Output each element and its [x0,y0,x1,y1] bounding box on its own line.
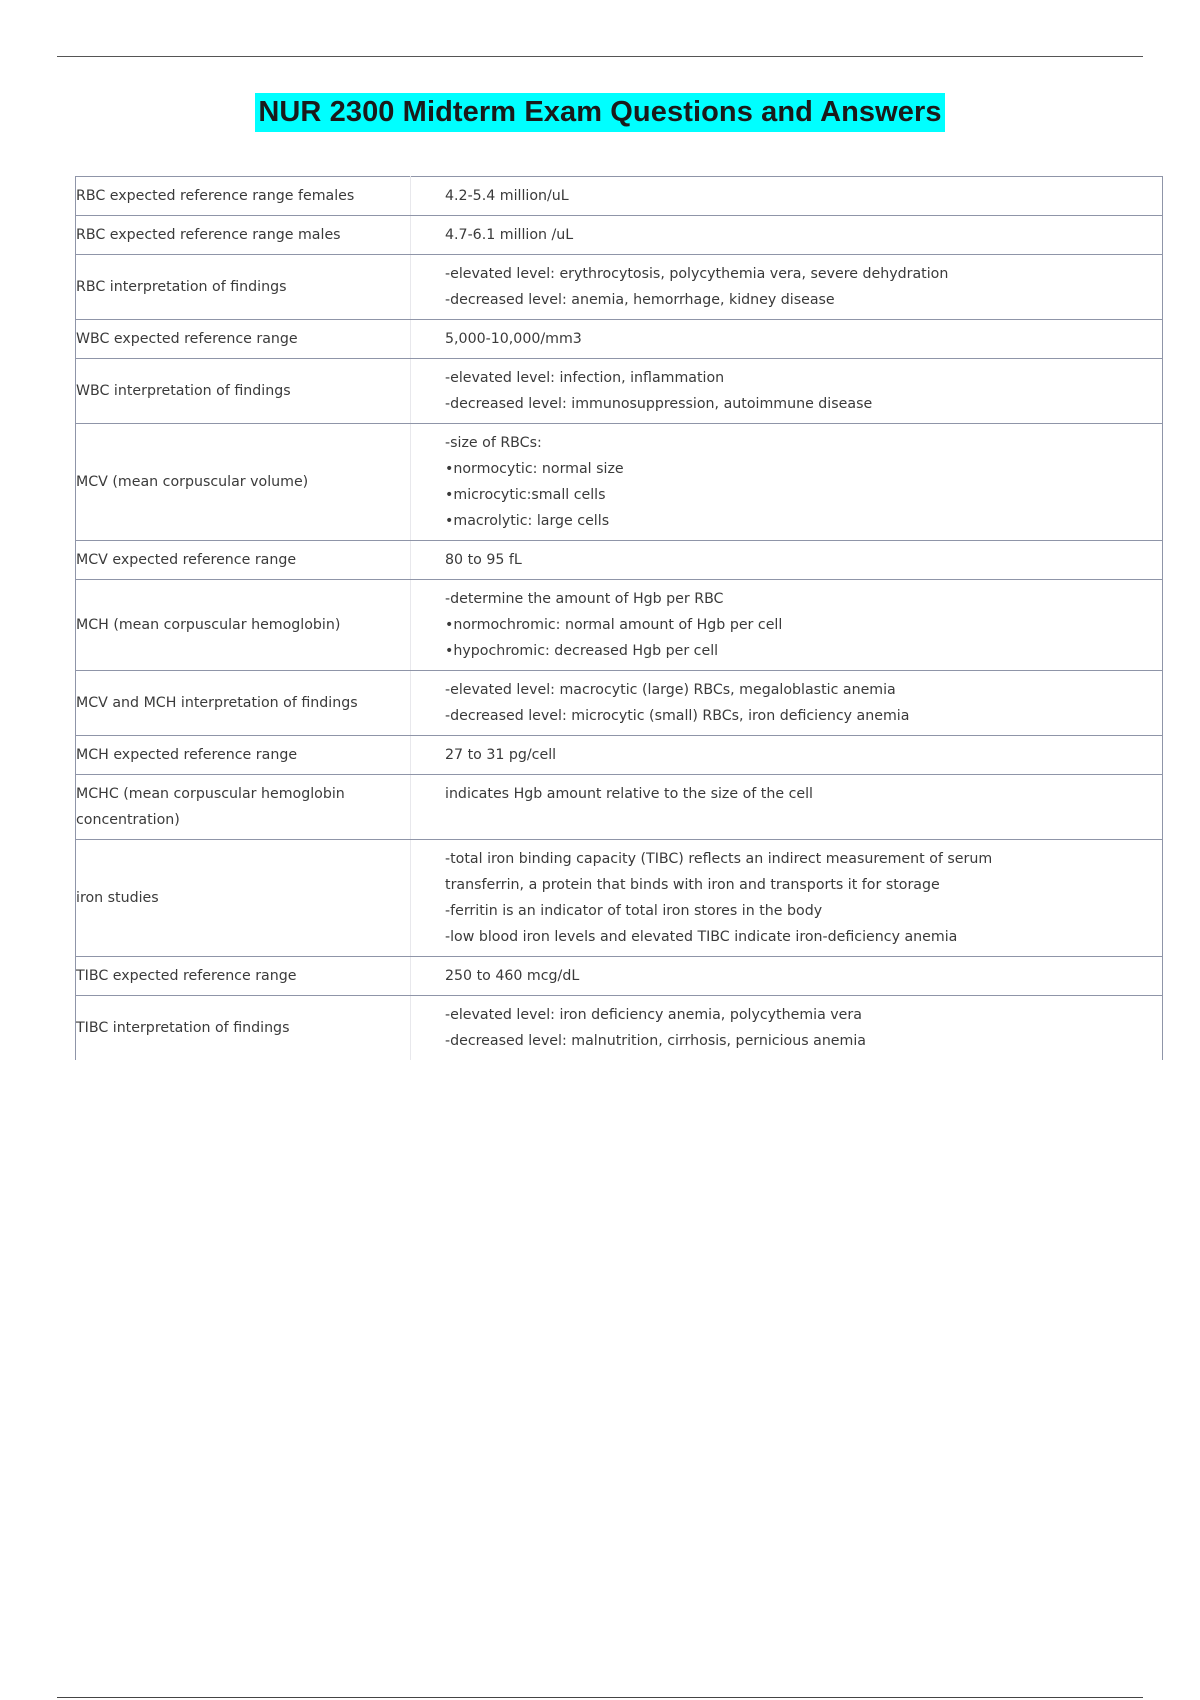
term-cell [76,541,411,580]
term-text: RBC interpretation of findings [76,279,287,295]
term-text: MCV expected reference range [76,552,297,568]
definition-line [445,807,1154,833]
definition-cell [411,255,1163,320]
bottom-divider [57,1697,1143,1698]
definition-line: •normocytic: normal size [445,461,624,477]
definition-line: -determine the amount of Hgb per RBC [445,591,724,607]
table-row [76,736,1163,775]
table-row [76,359,1163,424]
definition-line: -low blood iron levels and elevated TIBC indicate iron-deficiency anemia [445,929,958,945]
term-cell [76,424,411,541]
definition-line: -decreased level: anemia, hemorrhage, kidney disease [445,292,835,308]
term-cell [76,775,411,840]
definition-line: -elevated level: infection, inflammation [445,370,725,386]
table-row [76,177,1163,216]
table-row [76,320,1163,359]
top-divider [57,56,1143,57]
term-text: WBC expected reference range [76,331,298,347]
definition-line: -elevated level: erythrocytosis, polycythemia vera, severe dehydration [445,266,949,282]
qa-table-body [76,177,1163,1061]
table-row [76,580,1163,671]
term-cell [76,255,411,320]
definition-line: •macrolytic: large cells [445,513,610,529]
definition-cell [411,736,1163,775]
term-text: MCHC (mean corpuscular hemoglobin concentration) [76,786,345,828]
table-row [76,541,1163,580]
definition-line: -decreased level: malnutrition, cirrhosis, pernicious anemia [445,1033,866,1049]
term-cell [76,216,411,255]
term-text: RBC expected reference range males [76,227,341,243]
term-cell [76,996,411,1061]
definition-line: 80 to 95 fL [445,552,522,568]
qa-table [75,176,1163,1060]
definition-line: •hypochromic: decreased Hgb per cell [445,643,719,659]
term-cell [76,580,411,671]
title-container [0,93,1200,132]
definition-cell [411,424,1163,541]
table-row [76,424,1163,541]
definition-cell [411,840,1163,957]
term-text: RBC expected reference range females [76,188,355,204]
definition-line: -elevated level: iron deficiency anemia, polycythemia vera [445,1007,862,1023]
definition-cell [411,671,1163,736]
definition-line: 5,000-10,000/mm3 [445,331,582,347]
term-text: WBC interpretation of findings [76,383,291,399]
definition-cell [411,580,1163,671]
term-cell [76,359,411,424]
definition-cell [411,177,1163,216]
definition-line: -decreased level: microcytic (small) RBCs, iron deficiency anemia [445,708,910,724]
term-text: MCH expected reference range [76,747,298,763]
definition-line: -size of RBCs: [445,435,542,451]
table-row [76,775,1163,840]
table-row [76,840,1163,957]
definition-line: -decreased level: immunosuppression, autoimmune disease [445,396,873,412]
table-row [76,671,1163,736]
term-cell [76,320,411,359]
definition-line: indicates Hgb amount relative to the size of the cell [445,786,813,802]
definition-cell [411,957,1163,996]
definition-line: 4.2-5.4 million/uL [445,188,569,204]
table-row [76,996,1163,1061]
term-cell [76,177,411,216]
definition-line: -elevated level: macrocytic (large) RBCs, megaloblastic anemia [445,682,896,698]
definition-line: 27 to 31 pg/cell [445,747,557,763]
table-row [76,216,1163,255]
term-text: MCV (mean corpuscular volume) [76,474,309,490]
definition-line: -ferritin is an indicator of total iron stores in the body [445,903,823,919]
definition-cell [411,541,1163,580]
definition-cell [411,320,1163,359]
term-cell [76,840,411,957]
page-title: NUR 2300 Midterm Exam Questions and Answers [255,93,944,132]
term-cell [76,736,411,775]
definition-line: 250 to 460 mcg/dL [445,968,580,984]
definition-line: -total iron binding capacity (TIBC) reflects an indirect measurement of serum [445,851,993,867]
term-cell [76,957,411,996]
definition-cell [411,775,1163,840]
table-row [76,957,1163,996]
definition-line: •normochromic: normal amount of Hgb per cell [445,617,783,633]
definition-line: •microcytic:small cells [445,487,606,503]
definition-cell [411,359,1163,424]
definition-cell [411,216,1163,255]
term-text: MCH (mean corpuscular hemoglobin) [76,617,341,633]
term-text: iron studies [76,890,159,906]
definition-line: transferrin, a protein that binds with iron and transports it for storage [445,877,940,893]
term-cell [76,671,411,736]
table-row [76,255,1163,320]
term-text: TIBC interpretation of findings [76,1020,290,1036]
term-text: TIBC expected reference range [76,968,297,984]
definition-cell [411,996,1163,1061]
term-text: MCV and MCH interpretation of findings [76,695,358,711]
definition-line: 4.7-6.1 million /uL [445,227,574,243]
